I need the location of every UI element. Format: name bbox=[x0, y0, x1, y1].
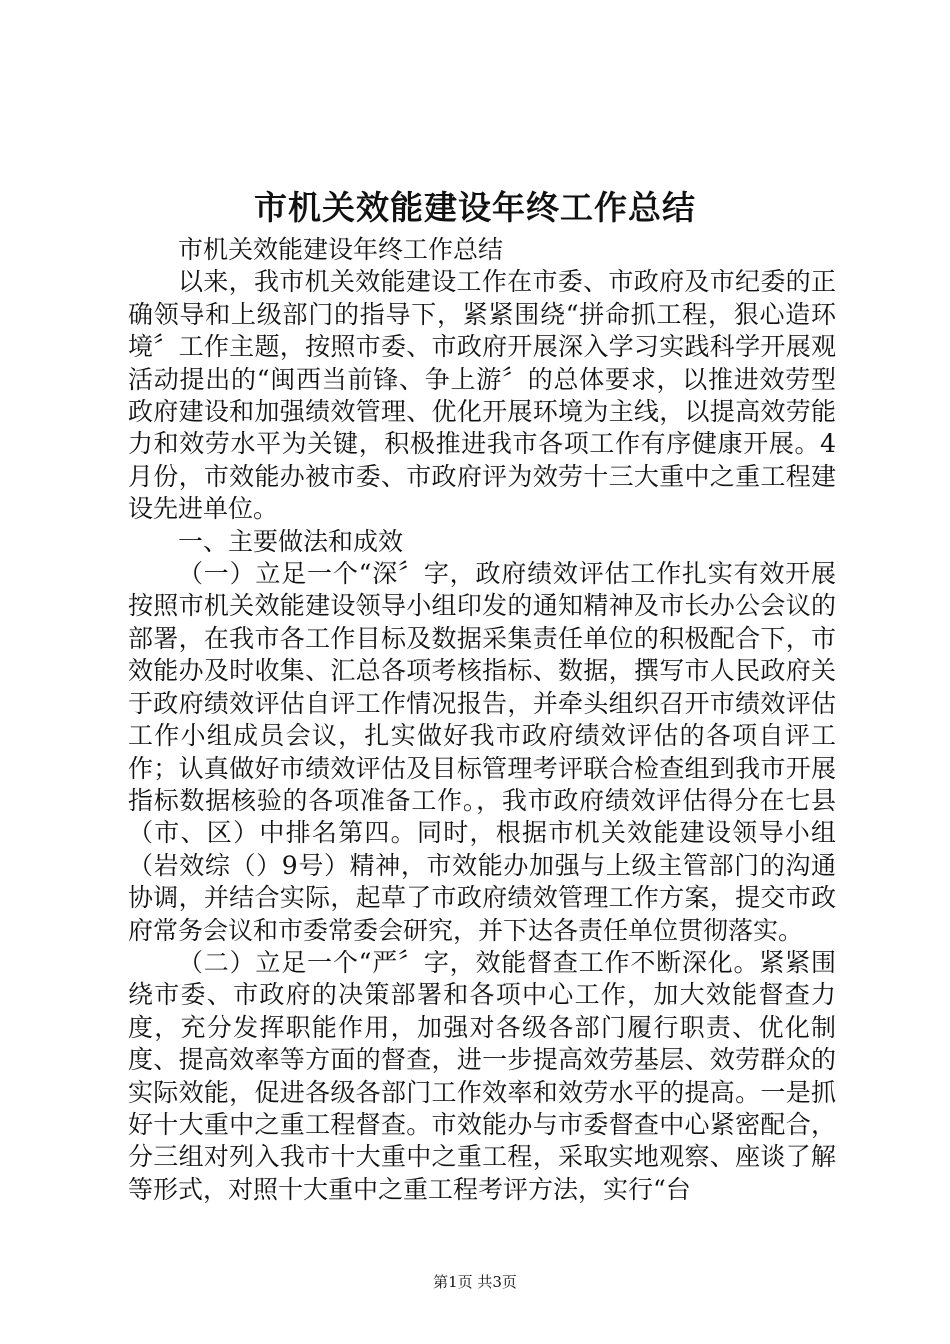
paragraph-intro: 以来，我市机关效能建设工作在市委、市政府及市纪委的正确领导和上级部门的指导下，紧紧围绕“拼命抓工程，狠心造环境〞工作主题，按照市委、市政府开展深入学习实践科学开展观活动提出的“闽西当前锋、争上游〞的总体要求，以推进效劳型政府建设和加强绩效管理、优化开展环境为主线，以提高效劳能力和效劳水平为关键，积极推进我市各项工作有序健康开展。4月份，市效能办被市委、市政府评为效劳十三大重中之重工程建设先进单位。 bbox=[128, 267, 836, 524]
document-title: 市机关效能建设年终工作总结 bbox=[254, 188, 696, 227]
document-body bbox=[128, 234, 836, 1206]
page-number-footer: 第1页 共3页 bbox=[433, 1273, 517, 1291]
paragraph-item-1: （一）立足一个“深〞字，政府绩效评估工作扎实有效开展按照市机关效能建设领导小组印发的通知精神及市长办公会议的部署，在我市各工作目标及数据采集责任单位的积极配合下，市效能办及时收集、汇总各项考核指标、数据，撰写市人民政府关于政府绩效评估自评工作情况报告，并牵头组织召开市绩效评估工作小组成员会议，扎实做好我市政府绩效评估的各项自评工作；认真做好市绩效评估及目标管理考评联合检查组到我市开展指标数据核验的各项准备工作。，我市政府绩效评估得分在七县（市、区）中排名第四。同时，根据市机关效能建设领导小组（岩效综（）9号）精神，市效能办加强与上级主管部门的沟通协调，并结合实际，起草了市政府绩效管理工作方案，提交市政府常务会议和市委常委会研究，并下达各责任单位贯彻落实。 bbox=[128, 559, 836, 945]
paragraph-item-2: （二）立足一个“严〞字，效能督查工作不断深化。紧紧围绕市委、市政府的决策部署和各项中心工作，加大效能督查力度，充分发挥职能作用，加强对各级各部门履行职责、优化制度、提高效率等方面的督查，进一步提高效劳基层、效劳群众的实际效能，促进各级各部门工作效率和效劳水平的提高。一是抓好十大重中之重工程督查。市效能办与市委督查中心紧密配合，分三组对列入我市十大重中之重工程，采取实地观察、座谈了解等形式，对照十大重中之重工程考评方法，实行“台 bbox=[128, 947, 836, 1204]
section-heading: 一、主要做法和成效 bbox=[178, 526, 404, 556]
paragraph-subtitle: 市机关效能建设年终工作总结 bbox=[178, 235, 504, 264]
